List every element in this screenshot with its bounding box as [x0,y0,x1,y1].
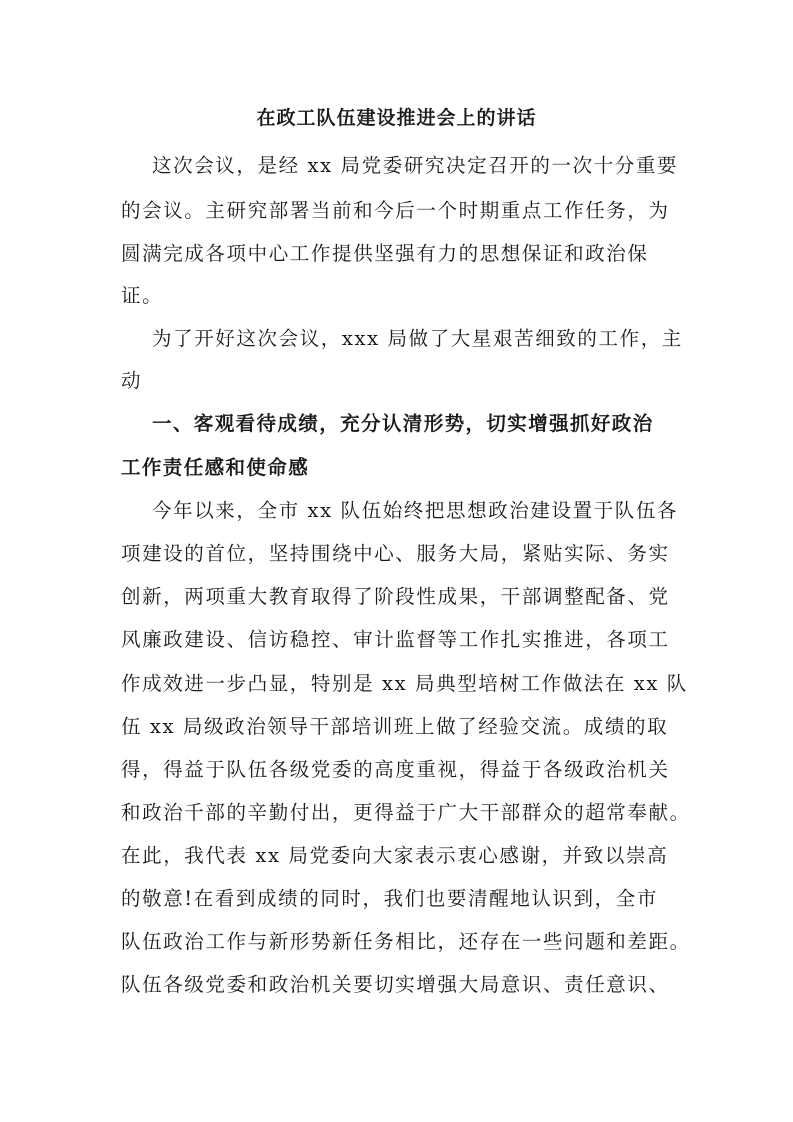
body-line: 圆满完成各项中心工作提供坚强有力的思想保证和政治保 [121,242,649,265]
body-line: 风廉政建设、信访稳控、审计监督等工作扎实推进，各项工 [121,628,670,651]
body-line: 今年以来，全市 xx 队伍始终把思想政治建设置于队伍各 [152,499,679,522]
body-line: 证。 [121,284,164,307]
body-line: 在此，我代表 xx 局党委向大家表示衷心感谢，并致以崇高 [121,844,669,867]
section-heading: 一、客观看待成绩，充分认清形势，切实增强抓好政治 [152,412,654,435]
body-line: 这次会议，是经 xx 局党委研究决定召开的一次十分重要 [152,154,679,177]
body-line: 伍 xx 局级政治领导干部培训班上做了经验交流。成绩的取 [121,715,669,738]
body-line: 创新，两项重大教育取得了阶段性成果，干部调整配备、党 [121,585,670,608]
body-line: 队伍政治工作与新形势新任务相比，还存在一些问题和差距。 [121,930,691,953]
body-line: 项建设的首位，坚持围绕中心、服务大局，紧贴实际、务实 [121,542,670,565]
document-title: 在政工队伍建设推进会上的讲话 [256,107,537,129]
body-line: 队伍各级党委和政治机关要切实增强大局意识、责任意识、 [121,973,670,996]
body-line: 和政治千部的辛勤付出，更得益于广大干部群众的超常奉献。 [121,801,691,824]
body-line: 动 [121,369,143,392]
body-line: 得，得益于队伍各级党委的高度重视，得益于各级政治机关 [121,758,670,781]
body-line: 为了开好这次会议，xxx 局做了大星艰苦细致的工作，主 [152,327,683,350]
body-line: 作成效进一步凸显，特别是 xx 局典型培树工作做法在 xx 队 [121,672,688,695]
body-line: 的会议。主研究部署当前和今后一个时期重点工作任务，为 [121,199,670,222]
body-line: 的敬意!在看到成绩的同时，我们也要清醒地认识到，全市 [121,887,658,910]
section-heading: 工作责任感和使命感 [121,456,310,479]
